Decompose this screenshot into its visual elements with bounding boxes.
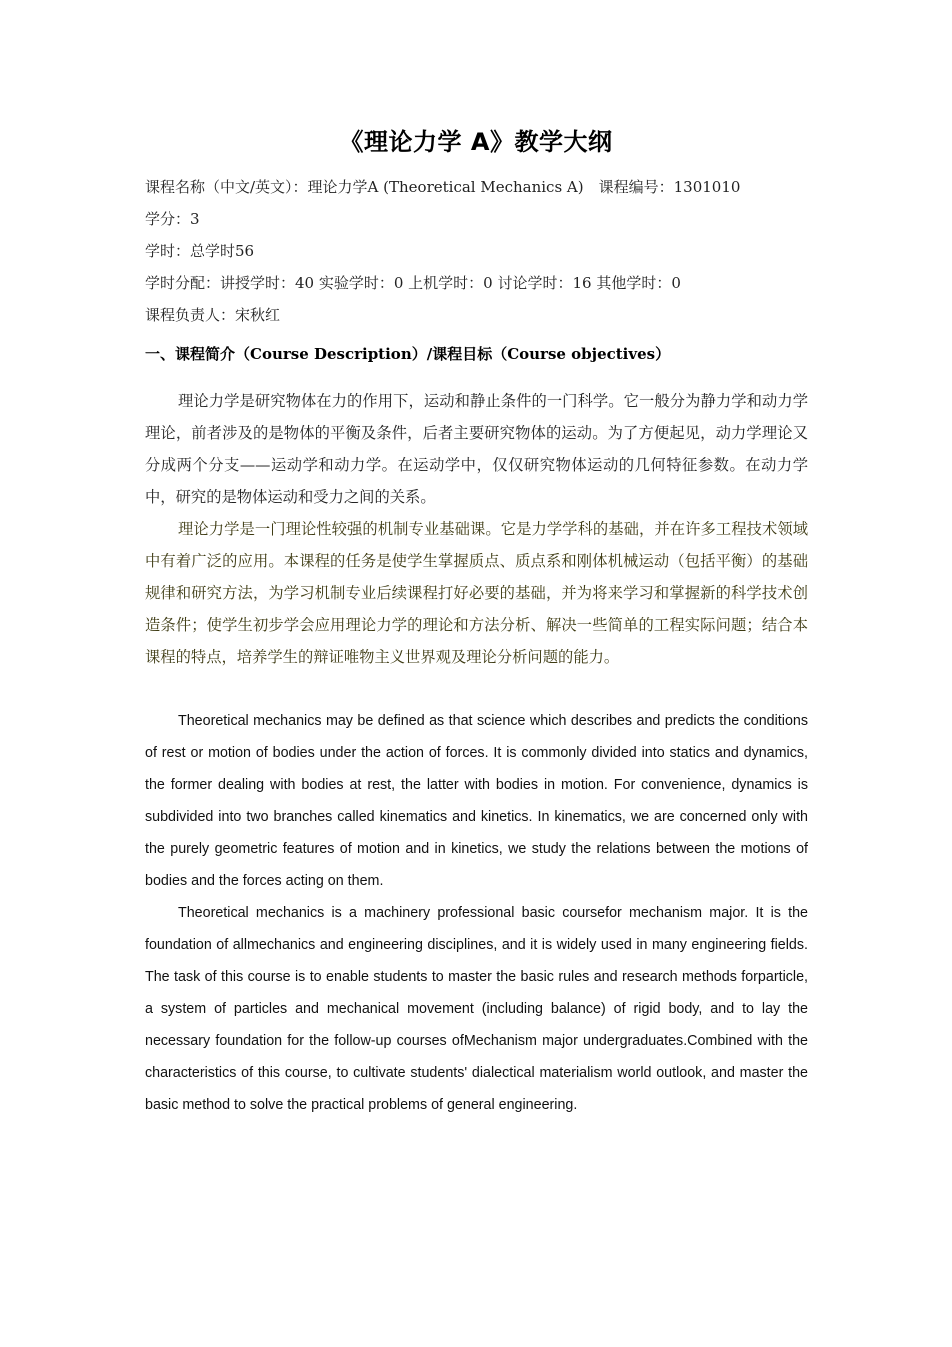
document-title: 《理论力学 A》教学大纲 bbox=[339, 128, 613, 156]
paragraph-en-1: Theoretical mechanics may be defined as that science which describes and predicts the conditions of rest or motion of bodies under the action of forces. It is commonly divided into statics and dynamics, the former dealing with bodies at rest, the latter with bodies in motion. For convenience, dynamics is subdivided into two branches called kinematics and kinetics. In kinematics, we are concerned only with the purely geometric features of motion and in kinetics, we study the relations between the motions of bodies and the forces acting on them. bbox=[145, 713, 808, 889]
instructor-line: 课程负责人：宋秋红 bbox=[145, 306, 281, 324]
credits-line: 学分：3 bbox=[145, 210, 200, 228]
paragraph-en-2: Theoretical mechanics is a machinery professional basic coursefor mechanism major. It is the foundation of allmechanics and engineering disciplines, and it is widely used in many engineering fields. The task of this course is to enable students to master the basic rules and research methods forparticle, a system of particles and mechanical movement (including balance) of rigid body, and to lay the necessary foundation for the follow-up courses ofMechanism major undergraduates.Combined with the characteristics of this course, to cultivate students' dialectical materialism world outlook, and master the basic method to solve the practical problems of general engineering. bbox=[145, 905, 808, 1113]
course-name-line: 课程名称（中文/英文）：理论力学A (Theoretical Mechanics A) 课程编号：1301010 bbox=[145, 178, 741, 196]
section-heading: 一、课程简介（Course Description）/课程目标（Course objectives） bbox=[145, 345, 671, 363]
hours-allocation-line: 学时分配：讲授学时：40 实验学时：0 上机学时：0 讨论学时：16 其他学时：0 bbox=[145, 274, 681, 292]
paragraph-zh-2: 理论力学是一门理论性较强的机制专业基础课。它是力学学科的基础，并在许多工程技术领域中有着广泛的应用。本课程的任务是使学生掌握质点、质点系和刚体机械运动（包括平衡）的基础规律和研究方法，为学习机制专业后续课程打好必要的基础，并为将来学习和掌握新的科学技术创造条件；使学生初步学会应用理论力学的理论和方法分析、解决一些简单的工程实际问题；结合本课程的特点，培养学生的辩证唯物主义世界观及理论分析问题的能力。 bbox=[145, 520, 808, 666]
hours-line: 学时：总学时56 bbox=[145, 242, 255, 260]
paragraph-zh-1: 理论力学是研究物体在力的作用下，运动和静止条件的一门科学。它一般分为静力学和动力学理论，前者涉及的是物体的平衡及条件，后者主要研究物体的运动。为了方便起见，动力学理论又分成两个分支——运动学和动力学。在运动学中，仅仅研究物体运动的几何特征参数。在动力学中，研究的是物体运动和受力之间的关系。 bbox=[145, 392, 808, 506]
